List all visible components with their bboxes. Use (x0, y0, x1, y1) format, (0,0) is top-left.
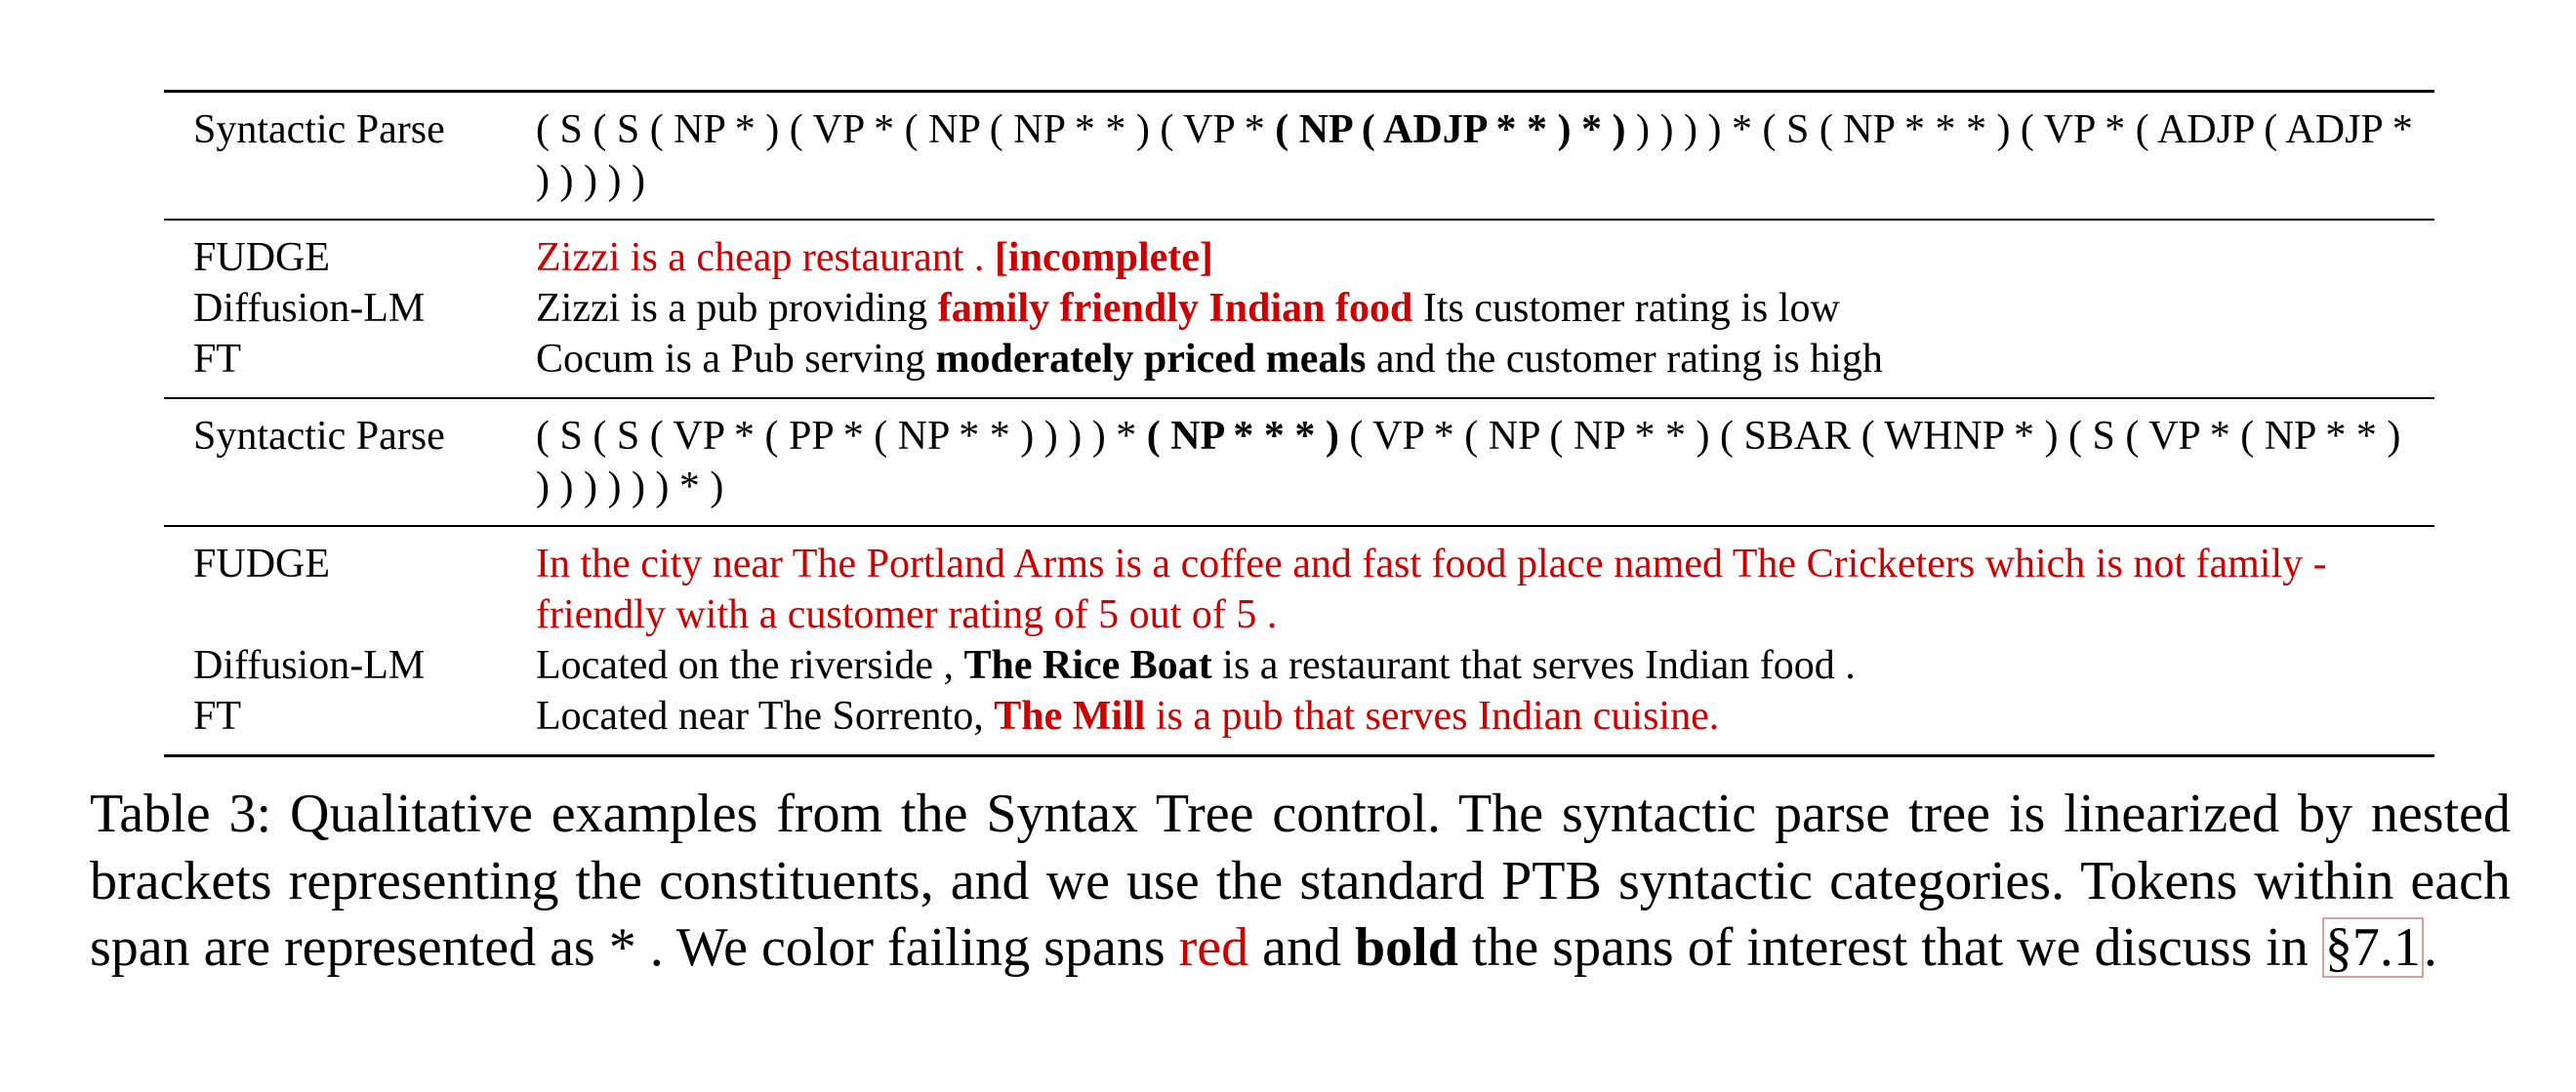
row-label: Syntactic Parse (193, 414, 445, 459)
table-row (164, 640, 2434, 691)
text-segment: In the city near The Portland Arms is a coffee and fast food place named The Cricketers which is not family - friendly with a customer rating of 5 out of 5 . (536, 542, 2327, 637)
text-segment: Its customer rating is low (1412, 286, 1840, 331)
row-text (536, 104, 2434, 206)
text-segment: ( S ( S ( NP * ) ( VP * ( NP ( NP * * ) ( VP * (536, 107, 1276, 152)
table-row (164, 232, 2434, 283)
text-segment: ( VP * ( NP ( NP * * ) ( SBAR ( WHNP * ) ( S ( VP * ( NP * * ) ) ) ) ) ) ) * ) (536, 414, 2401, 509)
table-row (164, 539, 2434, 640)
table-block (164, 525, 2434, 754)
text-segment: ( NP * * * ) (1146, 414, 1339, 459)
row-label: FUDGE (193, 542, 331, 586)
text-segment: Zizzi is a pub providing (536, 286, 938, 331)
text-segment: is a restaurant that serves Indian food . (1211, 643, 1856, 688)
table-block (164, 219, 2434, 397)
text-segment: [incomplete] (994, 235, 1213, 280)
row-label: Diffusion-LM (193, 286, 426, 331)
table-row (164, 691, 2434, 742)
row-text (536, 334, 2434, 384)
table-caption (90, 781, 2511, 982)
caption-suffix: the spans of interest that we discuss in (1457, 917, 2322, 978)
text-segment: The Mill (994, 694, 1146, 739)
row-text (536, 411, 2434, 512)
row-label: Diffusion-LM (193, 643, 426, 688)
row-text (536, 691, 2434, 742)
caption-middle: and (1248, 917, 1355, 978)
table-block (164, 397, 2434, 525)
caption-end: . (2423, 917, 2437, 978)
row-label: FT (193, 337, 242, 382)
caption-prefix: Table 3: Qualitative examples from the Syntax Tree control. The syntactic parse tree is linearized by nested brackets representing the constituents, and we use the standard PTB syntactic categories. Tokens within each span are represented as * . We color failing spans (90, 784, 2511, 978)
text-segment: The Rice Boat (963, 643, 1212, 688)
table-block (164, 93, 2434, 219)
text-segment: ( S ( S ( VP * ( PP * ( NP * * ) ) ) ) * (536, 414, 1147, 459)
section-reference-link[interactable]: §7.1 (2322, 917, 2424, 978)
text-segment: ( NP ( ADJP * * ) * ) (1275, 107, 1626, 152)
row-text (536, 232, 2434, 283)
text-segment: and the customer rating is high (1366, 337, 1883, 382)
text-segment: Zizzi is a cheap restaurant . (536, 235, 995, 280)
text-segment: moderately priced meals (935, 337, 1367, 382)
row-text (536, 640, 2434, 691)
row-text (536, 283, 2434, 334)
caption-red-word: red (1178, 917, 1249, 978)
text-segment: Cocum is a Pub serving (536, 337, 936, 382)
results-table (164, 90, 2434, 757)
table-row (164, 283, 2434, 334)
row-label: Syntactic Parse (193, 107, 445, 152)
text-segment: ) ) ) ) * ( S ( NP * * * ) ( VP * ( ADJP ( ADJP * ) ) ) ) ) (536, 107, 2413, 203)
caption-bold-word: bold (1355, 917, 1458, 978)
text-segment: is a pub that serves Indian cuisine. (1145, 694, 1720, 739)
table-row (164, 104, 2434, 206)
text-segment: Located on the riverside , (536, 643, 964, 688)
row-label: FUDGE (193, 235, 331, 280)
text-segment: Located near The Sorrento, (536, 694, 995, 739)
table-row (164, 334, 2434, 384)
row-text (536, 539, 2434, 640)
text-segment: family friendly Indian food (937, 286, 1413, 331)
table-row (164, 411, 2434, 512)
row-label: FT (193, 694, 242, 739)
